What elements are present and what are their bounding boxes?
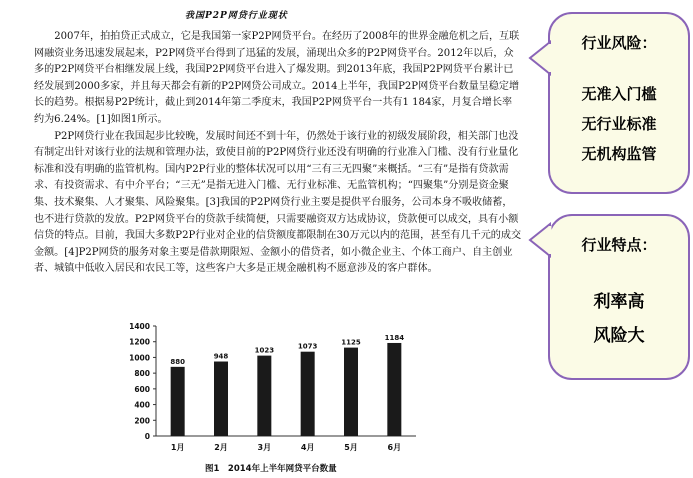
y-tick-label: 1200	[129, 337, 150, 347]
callout-pointer-icon	[528, 222, 552, 258]
x-tick-label: 3月	[257, 443, 272, 452]
y-tick-label: 1400	[129, 322, 150, 331]
y-tick-label: 1000	[129, 353, 150, 363]
data-label: 1125	[341, 338, 361, 347]
callout-heading: 行业特点：	[581, 236, 657, 254]
bar	[171, 367, 185, 436]
callout-industry-risk	[548, 12, 690, 194]
y-tick-label: 400	[134, 400, 150, 410]
x-tick-label: 1月	[170, 443, 185, 452]
callout-item: 利率高	[593, 292, 645, 312]
chart-caption: 图1 2014年上半年网贷平台数量	[205, 464, 337, 474]
paragraph-2: P2P网贷行业在我国起步比较晚，发展时间还不到十年，仍然处于该行业的初级发展阶段，相关部门也没有制定出针对该行业的法规和管理办法，致使目前的P2P网贷行业还没有明确的行业准入门槛、没有行业量化标准和没有明确的监管机构。国内P2P行业的整体状况可以用“三有三无四聚”来概括。“三有”是指有贷款需求、有投资需求、有中介平台；“三无”是指无进入门槛、无行业标准、无监管机构；“四聚集”分别是资金聚集、技术聚集、人才聚集、风险聚集。[3]我国的P2P网贷行业主要是提供平台服务，公司本身不吸收储蓄，也不进行贷款的发放。P2P网贷平台的贷款手续简便，只需要融资双方达成协议，贷款便可以成交，具有小额信贷的特点。目前，我国大多数P2P行业对企业的信贷额度都限制在30万元以内的范围，甚至有几千元的成交金额。[4]P2P网贷的服务对象主要是借款期限短、金额小的借贷者，如小微企业主、个体工商户、自主创业者、城镇中低收入居民和农民工等，这些客户大多是正规金融机构不愿意涉及的客户群体。	[34, 130, 522, 275]
x-tick-label: 5月	[344, 443, 358, 452]
callout-item: 无机构监管	[581, 145, 657, 163]
callout-item: 无行业标准	[581, 115, 657, 133]
document-title: 我国P2P网贷行业现状	[185, 11, 288, 21]
paragraph-1: 2007年，拍拍贷正式成立，它是我国第一家P2P网贷平台。在经历了2008年的世界金融危机之后，互联网融资业务迅速发展起来，P2P网贷平台得到了迅猛的发展，涌现出众多的P2P网贷平台。2012年以后，众多的P2P网贷平台相继发展上线，我国P2P网贷平台进入了爆发期。到2013年底，我国P2P网贷平台累计已经发展到2000多家，并且每天都会有新的P2P网贷公司成立。2014上半年，我国P2P网贷平台数量呈稳定增长的趋势。根据易P2P统计，截止到2014年第二季度末，我国P2P网贷平台一共有1 184家，月复合增长率约为6.24%。[1]如图1所示。	[34, 31, 520, 125]
bar	[214, 362, 228, 436]
bar	[344, 348, 358, 436]
x-tick-label: 4月	[300, 443, 315, 452]
callout-industry-features	[548, 214, 690, 380]
x-tick-label: 2月	[214, 443, 228, 452]
bar-chart	[110, 318, 430, 458]
data-label: 1073	[297, 342, 318, 351]
bar	[257, 356, 271, 436]
callout-item: 风险大	[593, 326, 645, 346]
data-label: 948	[213, 352, 229, 361]
data-label: 1184	[384, 333, 405, 342]
callout-pointer-icon	[528, 40, 552, 76]
y-tick-label: 600	[134, 384, 150, 394]
y-tick-label: 0	[144, 432, 150, 441]
bar-chart-svg	[110, 318, 430, 458]
bar	[301, 352, 315, 436]
y-tick-label: 200	[134, 416, 150, 426]
x-tick-label: 6月	[387, 443, 402, 452]
bar	[387, 343, 401, 436]
document-body	[34, 29, 522, 278]
callout-heading: 行业风险：	[581, 34, 657, 52]
y-tick-label: 800	[134, 369, 150, 379]
data-label: 1023	[254, 346, 275, 355]
callout-item: 无准入门槛	[581, 85, 657, 103]
data-label: 880	[170, 357, 185, 366]
